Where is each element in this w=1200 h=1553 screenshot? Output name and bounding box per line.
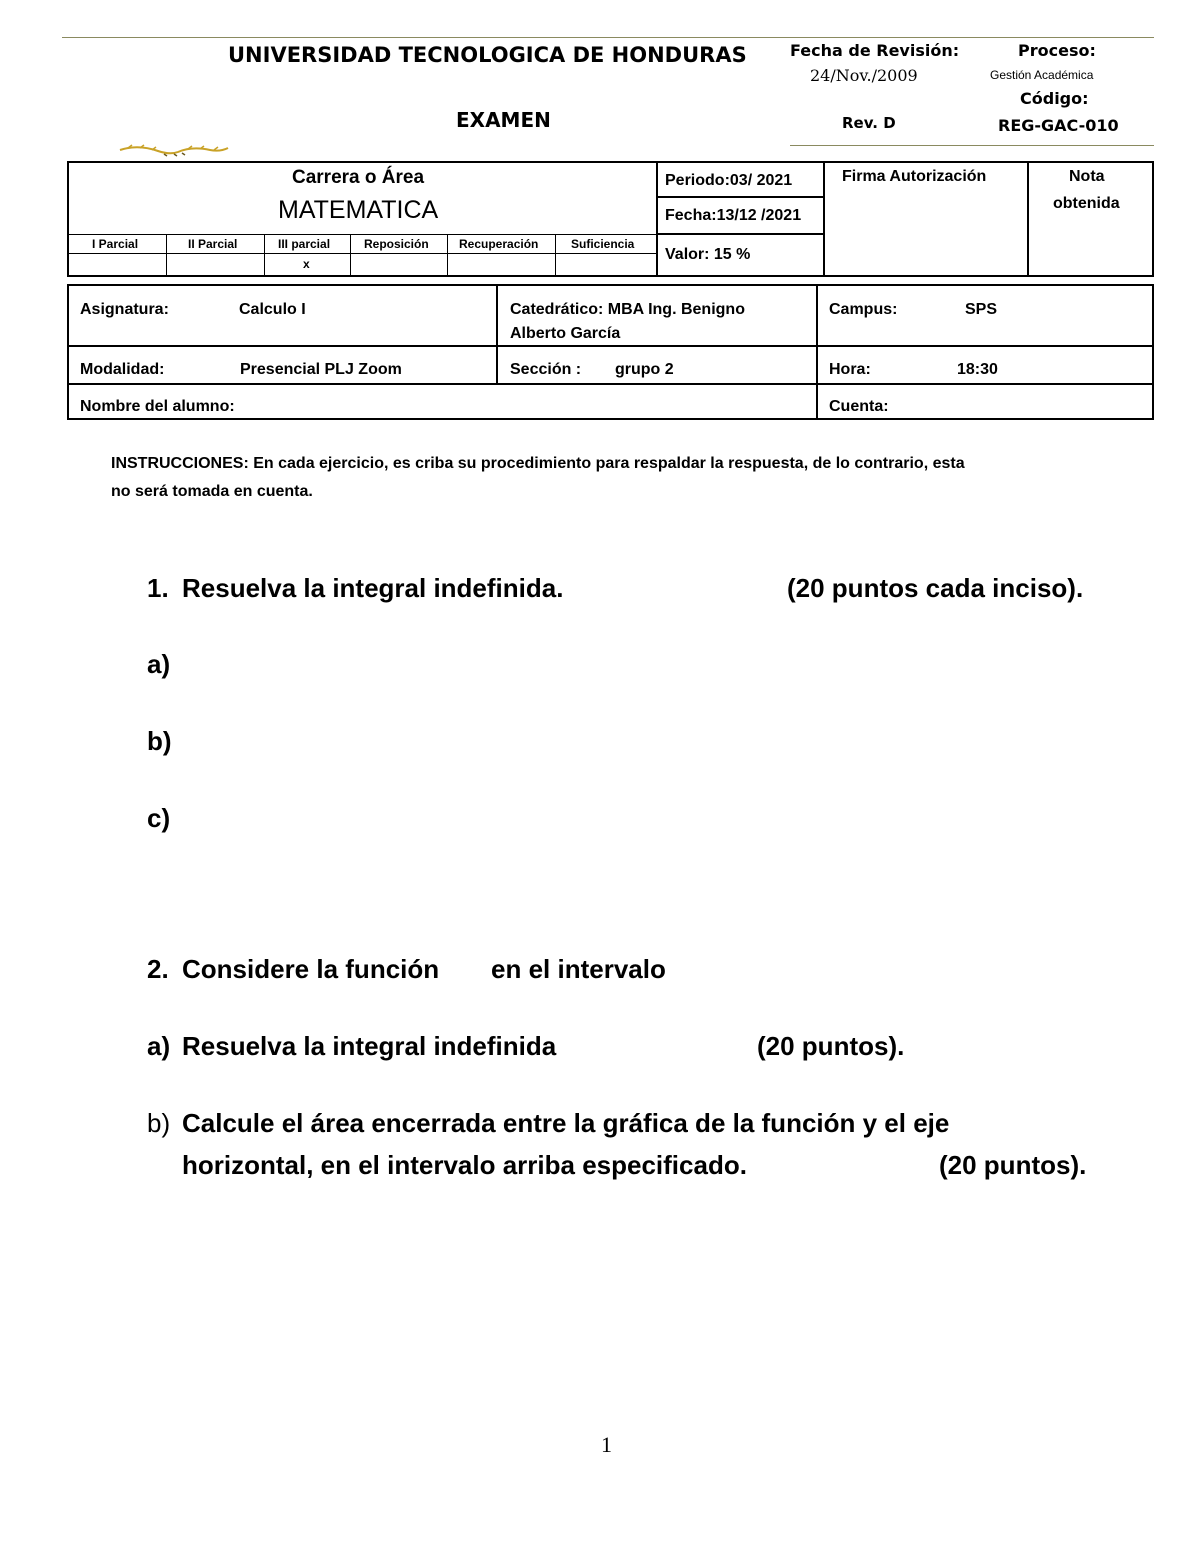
revision-date: 24/Nov./2009 xyxy=(810,66,918,85)
q2-b-points: (20 puntos). xyxy=(939,1150,1087,1180)
instructions-line2: no será tomada en cuenta. xyxy=(111,483,313,500)
q2-a-points: (20 puntos). xyxy=(757,1031,905,1061)
q1-points: (20 puntos cada inciso). xyxy=(787,573,1084,603)
fecha: Fecha:13/12 /2021 xyxy=(665,207,802,224)
q2-b-line1: Calcule el área encerrada entre la gráfica de la función y el eje xyxy=(182,1108,950,1138)
divider xyxy=(350,234,351,276)
q1-number: 1. xyxy=(147,573,169,603)
q1-text: Resuelva la integral indefinida. xyxy=(182,573,564,603)
q2-text-a: Considere la función xyxy=(182,954,440,984)
header-top-rule xyxy=(62,37,1154,38)
campus-value: SPS xyxy=(965,301,998,318)
laurel-logo-icon xyxy=(118,142,230,158)
exam-info-table xyxy=(67,161,1154,277)
nota-label-2: obtenida xyxy=(1053,195,1120,212)
divider xyxy=(496,284,498,384)
modalidad-label: Modalidad: xyxy=(80,361,165,378)
rev-label: Rev. D xyxy=(842,114,896,132)
q2-text-b: en el intervalo xyxy=(491,954,666,984)
partial-label-6: Suficiencia xyxy=(571,237,635,251)
divider xyxy=(656,233,825,235)
partial-label-2: II Parcial xyxy=(188,237,238,251)
partial-label-5: Recuperación xyxy=(459,237,539,251)
campus-label: Campus: xyxy=(829,301,898,318)
cuenta-label: Cuenta: xyxy=(829,398,889,415)
q2-b-letter: b) xyxy=(147,1108,171,1138)
divider xyxy=(656,161,658,277)
divider xyxy=(555,234,556,276)
divider xyxy=(264,234,265,276)
seccion-value: grupo 2 xyxy=(615,361,674,378)
process-label: Proceso: xyxy=(1018,41,1096,60)
divider xyxy=(67,345,1154,347)
modalidad-value: Presencial PLJ Zoom xyxy=(240,361,402,378)
nombre-alumno-label: Nombre del alumno: xyxy=(80,398,235,415)
asignatura-value: Calculo I xyxy=(239,301,306,318)
q1-item-a: a) xyxy=(147,649,171,679)
hora-value: 18:30 xyxy=(957,361,998,378)
area-value: MATEMATICA xyxy=(278,196,439,224)
partial-label-1: I Parcial xyxy=(92,237,139,251)
divider xyxy=(816,284,818,420)
periodo: Periodo:03/ 2021 xyxy=(665,172,793,189)
q1-item-c: c) xyxy=(147,803,171,833)
divider xyxy=(447,234,448,276)
catedratico-line2: Alberto García xyxy=(510,325,621,342)
revision-date-label: Fecha de Revisión: xyxy=(790,41,960,60)
process-value: Gestión Académica xyxy=(990,68,1094,82)
divider xyxy=(69,253,657,254)
q2-a-text: Resuelva la integral indefinida xyxy=(182,1031,557,1061)
header-bottom-rule xyxy=(790,145,1154,146)
q1-item-b: b) xyxy=(147,726,172,756)
asignatura-label: Asignatura: xyxy=(80,301,169,318)
area-label: Carrera o Área xyxy=(292,167,425,188)
q2-a-letter: a) xyxy=(147,1031,171,1061)
divider xyxy=(656,196,825,198)
page-number: 1 xyxy=(601,1432,612,1457)
partial-label-3: III parcial xyxy=(278,237,331,251)
partial-mark-3: x xyxy=(303,257,310,271)
hora-label: Hora: xyxy=(829,361,871,378)
divider xyxy=(69,234,657,235)
valor: Valor: 15 % xyxy=(665,246,751,263)
divider xyxy=(1027,161,1029,277)
partial-label-4: Reposición xyxy=(364,237,429,251)
catedratico-line1: Catedrático: MBA Ing. Benigno xyxy=(510,301,745,318)
divider xyxy=(823,161,825,277)
doc-type: EXAMEN xyxy=(456,108,551,132)
divider xyxy=(166,234,167,276)
nota-label-1: Nota xyxy=(1069,168,1105,185)
firma-autorizacion: Firma Autorización xyxy=(842,168,987,185)
seccion-label: Sección : xyxy=(510,361,582,378)
university-title: UNIVERSIDAD TECNOLOGICA DE HONDURAS xyxy=(228,43,747,67)
divider xyxy=(67,383,1154,385)
code-value: REG-GAC-010 xyxy=(998,116,1119,135)
code-label: Código: xyxy=(1020,89,1089,108)
q2-b-line2: horizontal, en el intervalo arriba especificado. xyxy=(182,1150,747,1180)
q2-number: 2. xyxy=(147,954,169,984)
instructions-line1: INSTRUCCIONES: En cada ejercicio, es criba su procedimiento para respaldar la respuesta, de lo contrario, esta xyxy=(111,455,965,472)
